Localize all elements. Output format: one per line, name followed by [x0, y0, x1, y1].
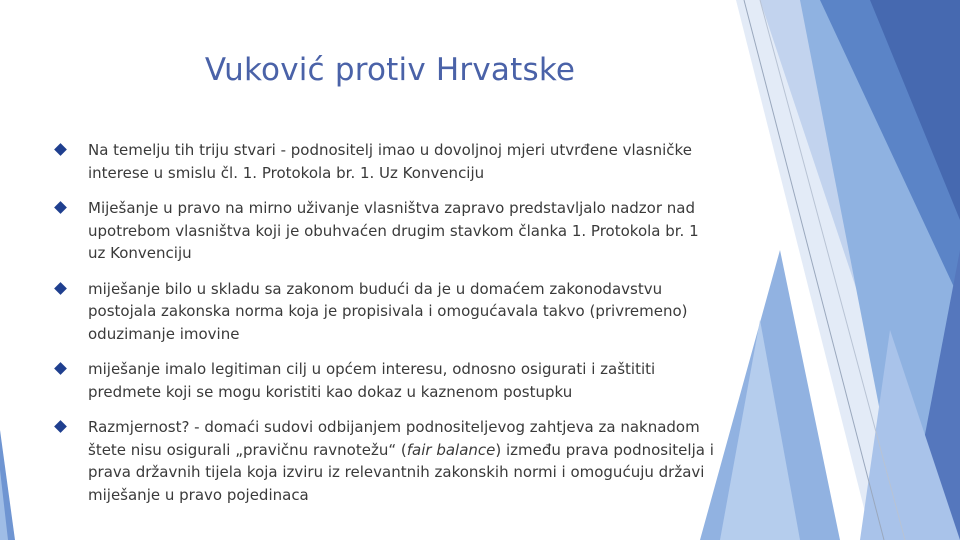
bullet-text-emphasis: fair balance	[406, 440, 496, 459]
bullet-item	[56, 416, 720, 506]
bullet-item	[56, 139, 720, 184]
bullet-list	[56, 139, 720, 506]
bullet-text: miješanje imalo legitiman cilj u općem interesu, odnosno osigurati i zaštititi predmete koji se mogu koristiti kao dokaz u kaznenom postupku	[88, 360, 656, 401]
bullet-text: Miješanje u pravo na mirno uživanje vlasništva zapravo predstavljalo nadzor nad upotrebom vlasništva koji je obuhvaćen drugim stavkom članka 1. Protokola br. 1 uz Konvenciju	[88, 199, 699, 262]
bullet-item	[56, 358, 720, 403]
diamond-bullet-icon	[54, 143, 67, 156]
diamond-bullet-icon	[54, 362, 67, 375]
bullet-text-after: ) između prava podnositelja i prava državnih tijela koja izviru iz relevantnih zakonskih normi i omogućuju državi miješanje u pravo pojedinaca	[88, 440, 714, 504]
bullet-text: miješanje bilo u skladu sa zakonom budući da je u domaćem zakonodavstvu postojala zakonska norma koja je propisivala i omogućavala takvo (privremeno) oduzimanje imovine	[88, 279, 688, 343]
diamond-bullet-icon	[54, 420, 67, 433]
bullet-item	[56, 278, 720, 346]
diamond-bullet-icon	[54, 201, 67, 214]
bullet-text: Na temelju tih triju stvari - podnositelj imao u dovoljnoj mjeri utvrđene vlasničke interese u smislu čl. 1. Protokola br. 1. Uz Konvenciju	[88, 141, 692, 182]
bullet-item	[56, 197, 720, 265]
diamond-bullet-icon	[54, 282, 67, 295]
bullet-text-before: Razmjernost? - domaći sudovi odbijanjem podnositeljevog zahtjeva za naknadom štete nisu osigurali „pravičnu ravnotežu“ (	[88, 418, 700, 459]
slide-title: Vuković protiv Hrvatske	[204, 52, 576, 88]
